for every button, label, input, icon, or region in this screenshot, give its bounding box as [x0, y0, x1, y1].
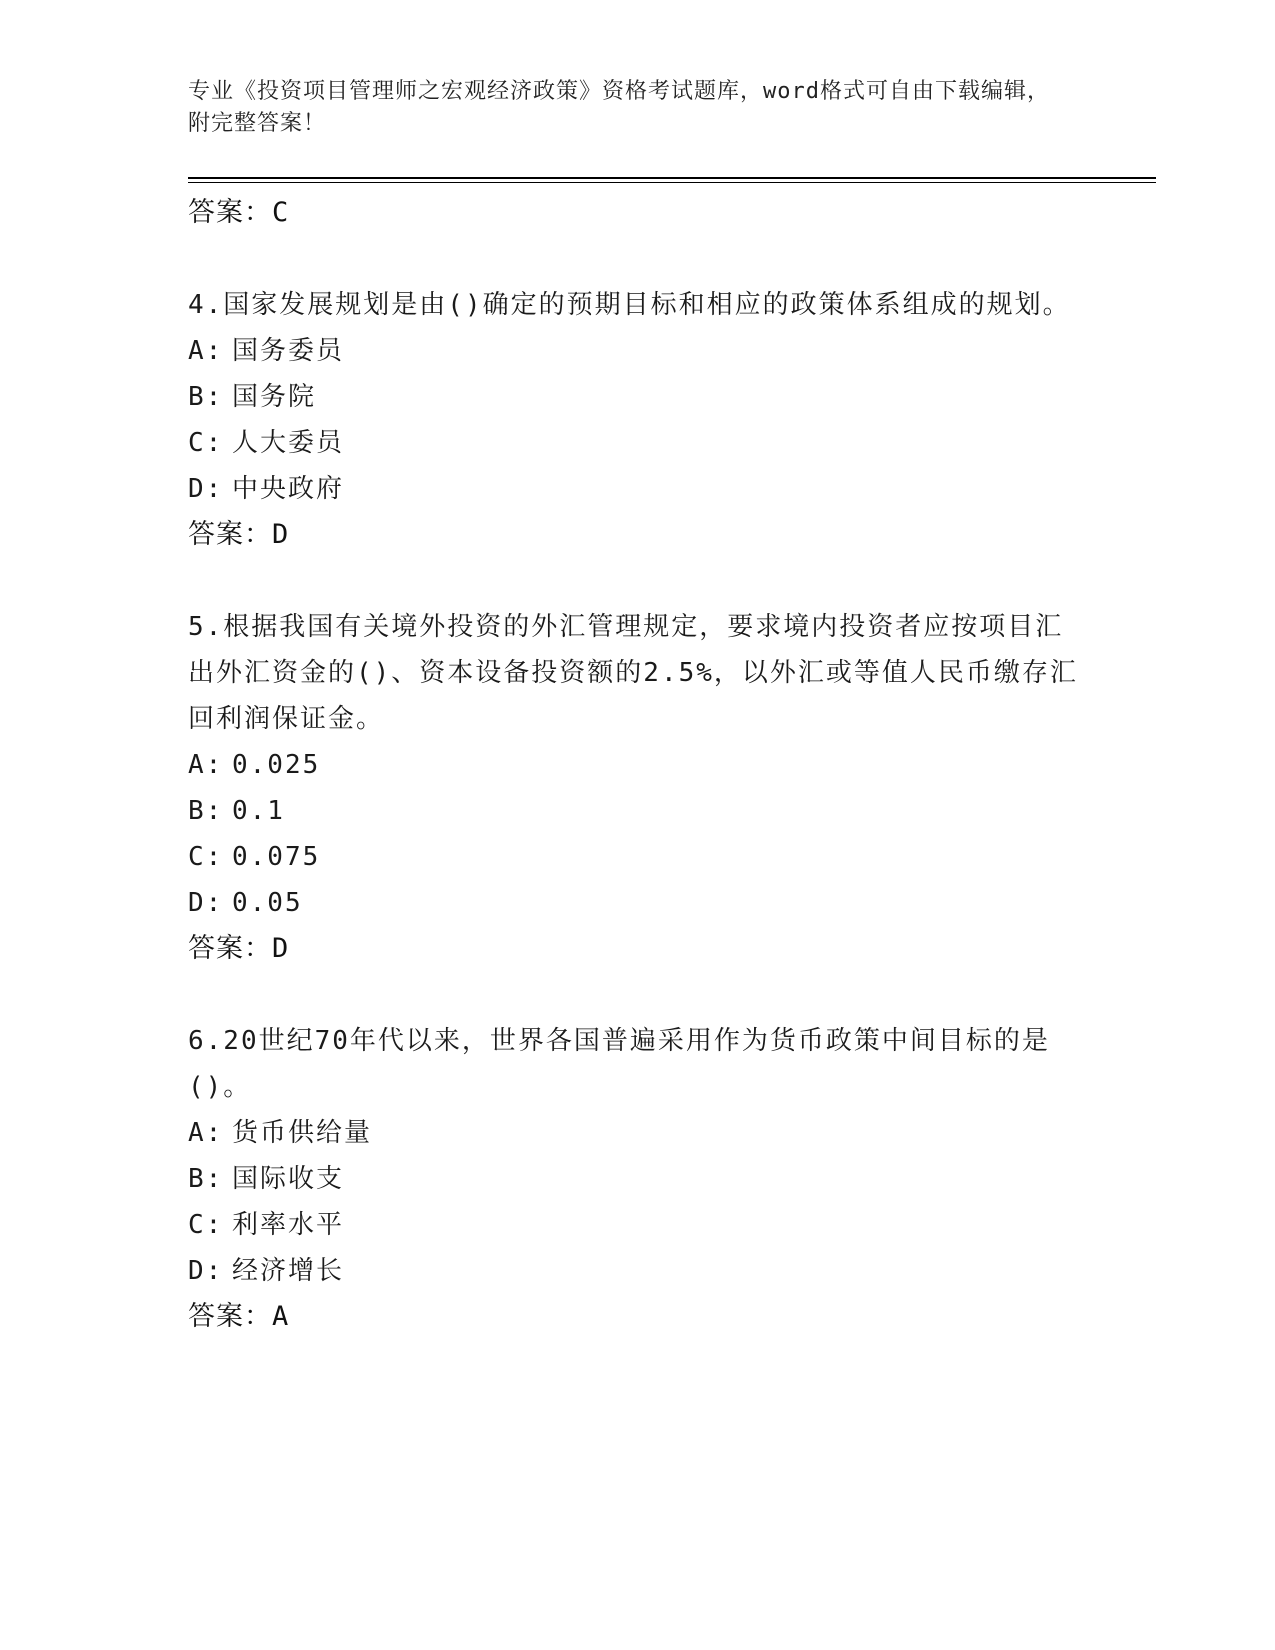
option-text: 中央政府	[232, 474, 345, 504]
option-key: C:	[188, 842, 224, 872]
option-key: C:	[188, 428, 224, 458]
option-key: D:	[188, 888, 224, 918]
answer-line	[188, 1294, 1088, 1340]
answer-label: 答案：	[188, 1301, 272, 1332]
option-key: B:	[188, 796, 224, 826]
option-key: B:	[188, 382, 224, 412]
option-text: 经济增长	[232, 1256, 345, 1286]
answer-label: 答案：	[188, 197, 272, 228]
header-divider-thin	[188, 182, 1156, 183]
question-stem: 4.国家发展规划是由()确定的预期目标和相应的政策体系组成的规划。	[188, 290, 1071, 320]
option-text: 0.075	[232, 842, 321, 872]
option-text: 0.025	[232, 750, 321, 780]
option-text: 利率水平	[232, 1210, 345, 1240]
option-text: 货币供给量	[232, 1118, 373, 1148]
option-text: 国际收支	[232, 1164, 345, 1194]
option-text: 0.05	[232, 888, 303, 918]
option-key: D:	[188, 474, 224, 504]
option-d	[188, 1248, 1088, 1294]
option-b	[188, 1156, 1088, 1202]
answer-value: A	[272, 1301, 289, 1332]
answer-label: 答案：	[188, 519, 272, 550]
option-text: 国务委员	[232, 336, 345, 366]
option-c	[188, 420, 1088, 466]
question-stem: 5.根据我国有关境外投资的外汇管理规定，要求境内投资者应按项目汇出外汇资金的()、资本设备投资额的2.5%，以外汇或等值人民币缴存汇回利润保证金。	[188, 612, 1078, 734]
option-a	[188, 1110, 1088, 1156]
option-text: 国务院	[232, 382, 317, 412]
option-text: 人大委员	[232, 428, 345, 458]
question-stem: 6.20世纪70年代以来，世界各国普遍采用作为货币政策中间目标的是()。	[188, 1026, 1050, 1102]
option-d	[188, 466, 1088, 512]
option-key: A:	[188, 750, 224, 780]
option-key: A:	[188, 1118, 224, 1148]
document-intro: 专业《投资项目管理师之宏观经济政策》资格考试题库，word格式可自由下载编辑，附完整答案！	[188, 79, 1050, 136]
option-key: A:	[188, 336, 224, 366]
option-key: D:	[188, 1256, 224, 1286]
option-b	[188, 788, 1088, 834]
answer-label: 答案：	[188, 933, 272, 964]
option-b	[188, 374, 1088, 420]
answer-line	[188, 926, 1088, 972]
option-c	[188, 834, 1088, 880]
answer-line	[188, 512, 1088, 558]
option-c	[188, 1202, 1088, 1248]
question-list	[188, 190, 1088, 1340]
option-text: 0.1	[232, 796, 285, 826]
option-a	[188, 328, 1088, 374]
answer-value: D	[272, 519, 289, 550]
option-key: C:	[188, 1210, 224, 1240]
option-key: B:	[188, 1164, 224, 1194]
answer-value: C	[272, 197, 289, 228]
answer-line	[188, 190, 1088, 236]
header-divider-thick	[188, 177, 1156, 179]
answer-value: D	[272, 933, 289, 964]
option-a	[188, 742, 1088, 788]
option-d	[188, 880, 1088, 926]
